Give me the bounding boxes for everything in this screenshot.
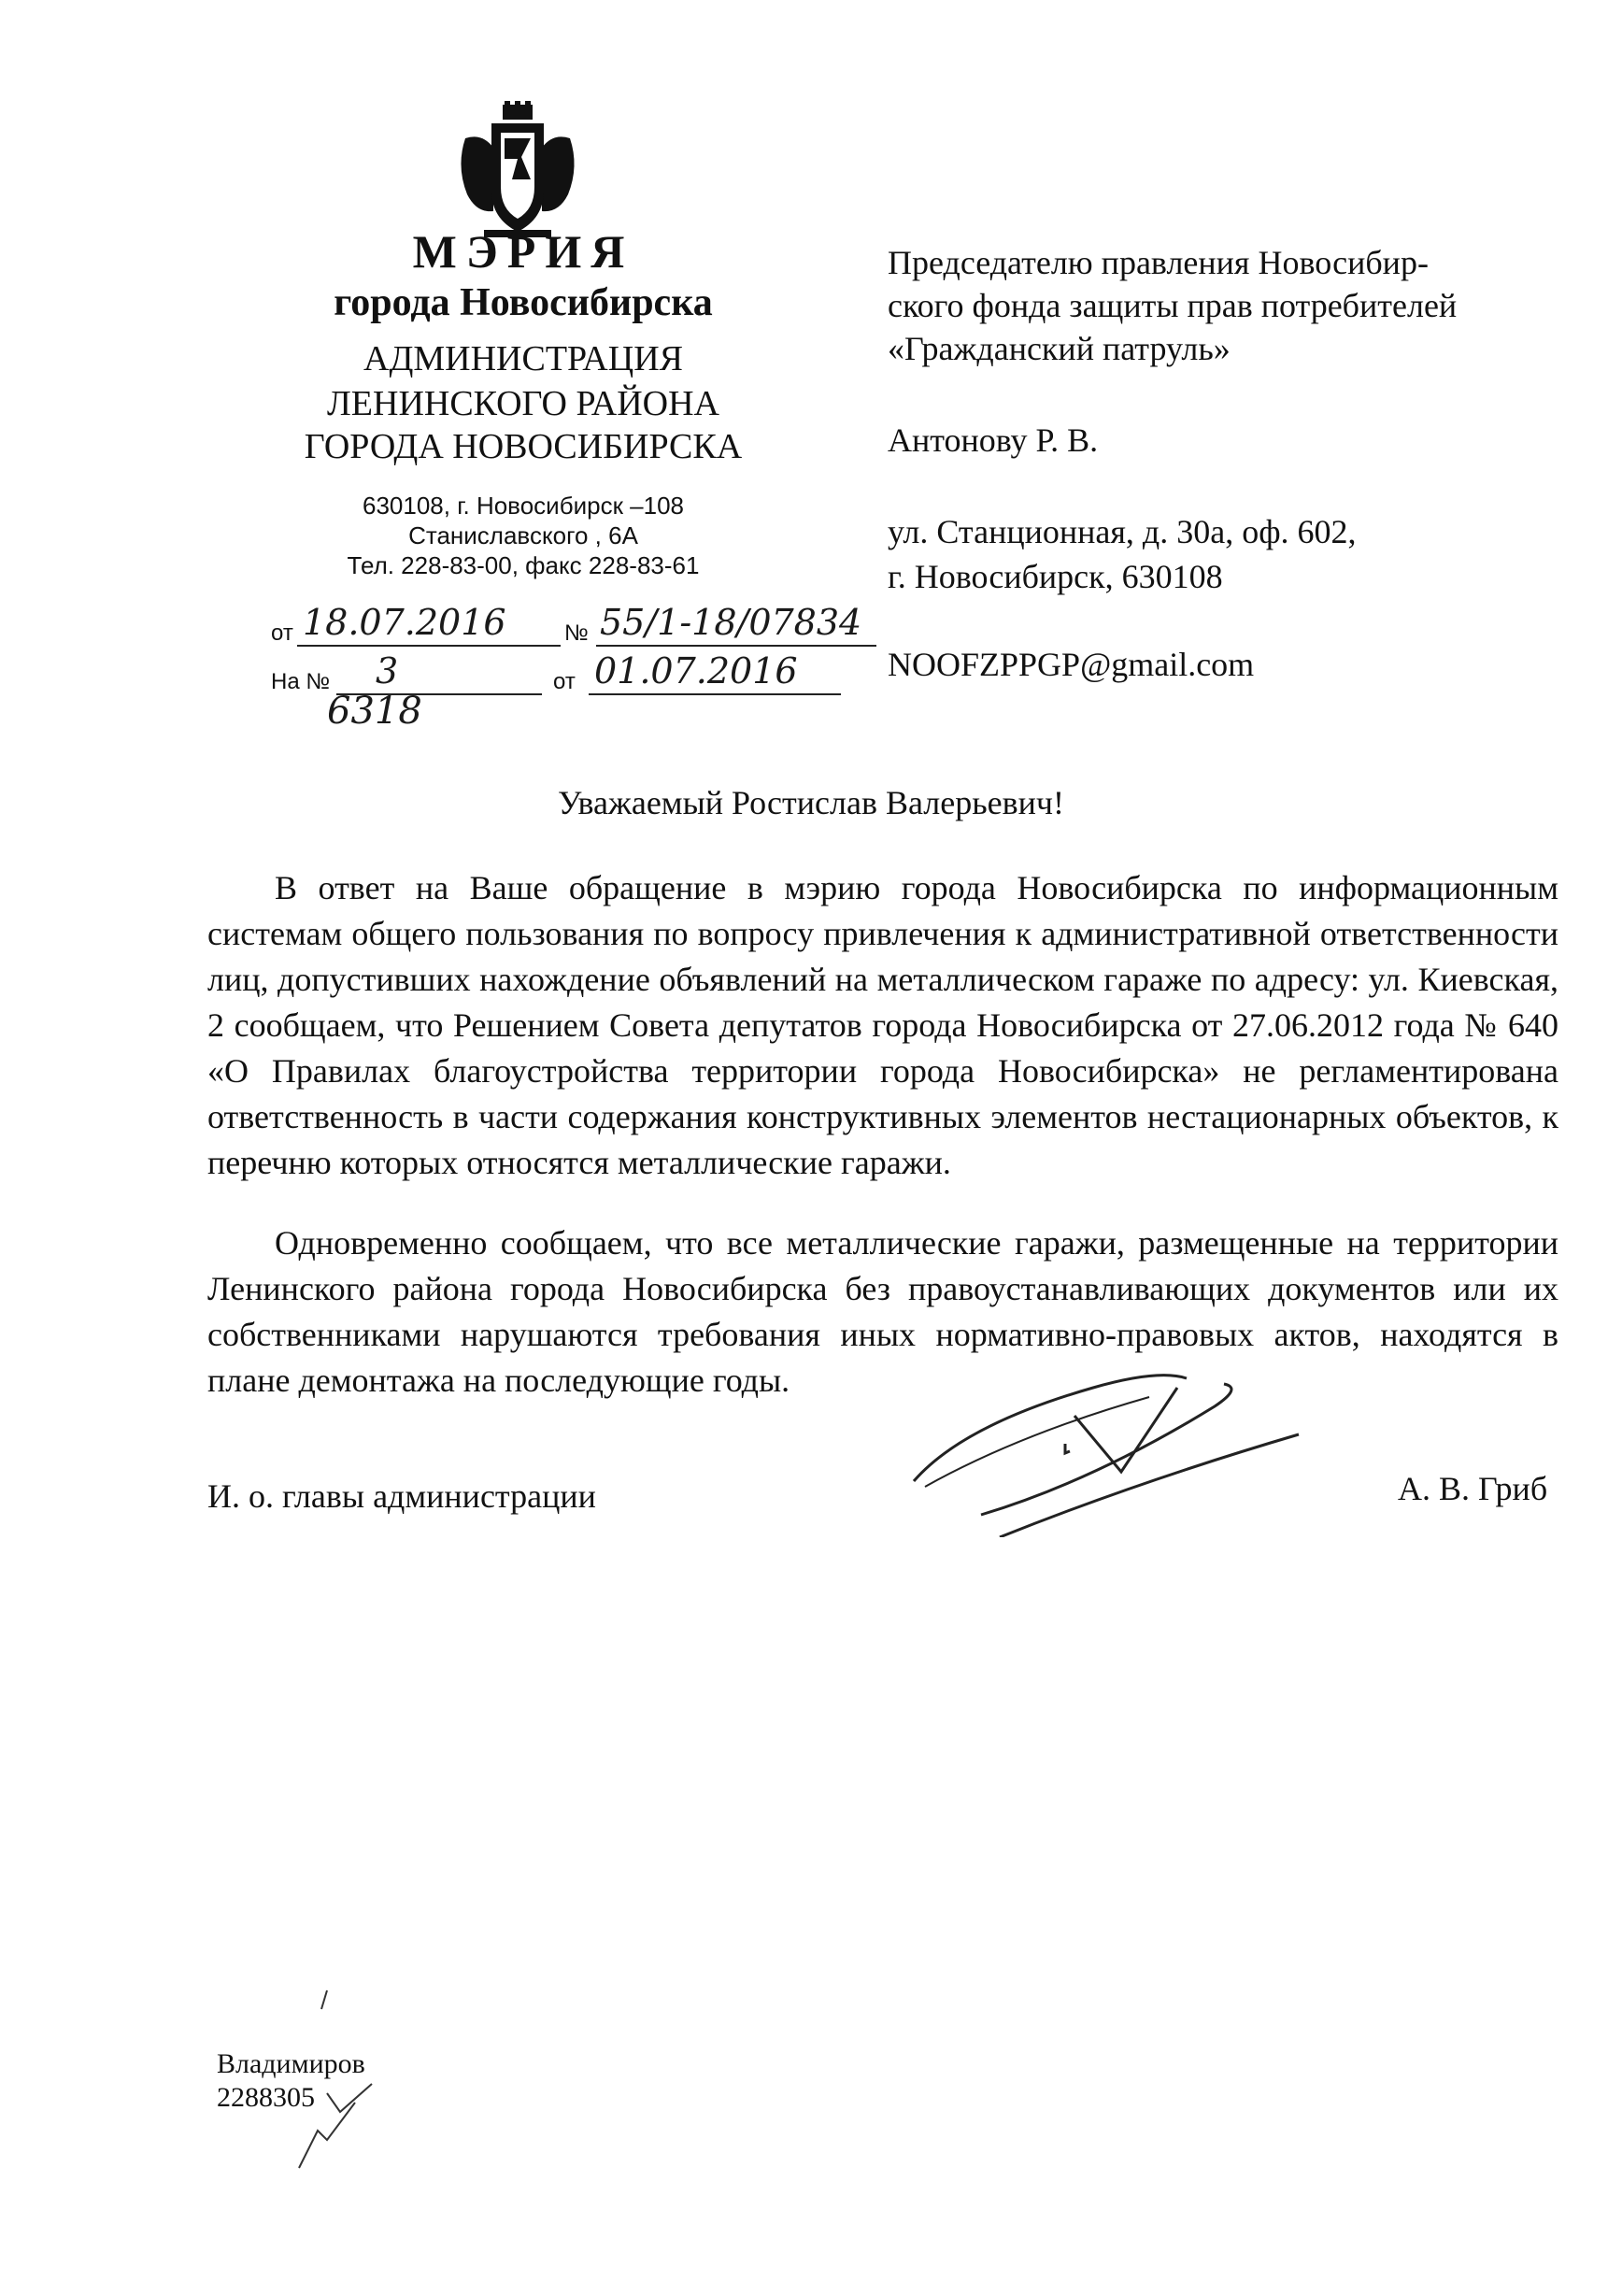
recipient-email: NOOFZPPGP@gmail.com [888,646,1255,683]
signatory-title: И. о. главы администрации [207,1477,596,1515]
recipient-name: Антонову Р. В. [888,421,1099,459]
letterhead-phone: Тел. 228-83-00, факс 228-83-61 [347,551,700,579]
mayor-title: МЭРИЯ [412,225,634,278]
salutation: Уважаемый Ростислав Валерьевич! [558,784,1064,821]
letterhead-address-1: 630108, г. Новосибирск –108 [362,492,685,520]
executor-phone: 2288305 [217,2082,315,2113]
from-label: от [271,620,293,646]
recipient-line-2: ского фонда защиты прав потребителей [888,287,1458,324]
recipient-street: ул. Станционная, д. 30а, оф. 602, [888,513,1357,550]
coat-of-arms-icon [456,101,579,241]
letterhead-address-2: Станиславского , 6А [408,521,638,549]
signatory-name: А. В. Гриб [1398,1470,1548,1507]
recipient-line-3: «Гражданский патруль» [888,330,1231,367]
handwritten-signature-icon [906,1350,1392,1537]
reply-date: 01.07.2016 [594,650,798,692]
handwritten-mark-icon [271,1981,383,2187]
recipient-city: г. Новосибирск, 630108 [888,558,1223,595]
number-label: № [564,620,589,646]
outgoing-date: 18.07.2016 [303,602,506,643]
reply-label: На № [271,669,331,694]
admin-line-2: ЛЕНИНСКОГО РАЙОНА [327,384,719,423]
date-underline [297,645,561,647]
outgoing-number: 55/1-18/07834 [600,602,862,643]
paragraph-1-text: В ответ на Ваше обращение в мэрию города Новосибирска по информационным системам общего пользования по вопросу привлечения к административной ответственности лиц, допустивших нахождение объявлений на металлическом гараже по адресу: ул. Киевская, 2 сообщаем, что Решением Совета депутатов города Новосибирска от 27.06.2012 года № 640 «О Правилах благоустройства территории города Новосибирска» не регламентирована ответственность в части содержания конструктивных элементов нестационарных объектов, к перечню которых относятся металлические гаражи. [207,869,1558,1181]
reply-number: 3 [376,650,399,692]
admin-line-1: АДМИНИСТРАЦИЯ [363,339,683,378]
mayor-city: города Новосибирска [334,281,713,324]
body-paragraph-1 [207,865,1558,1186]
reply-date-underline [589,693,841,695]
handwritten-registry-number: 6318 [327,690,422,733]
number-underline [596,645,876,647]
recipient-line-1: Председателю правления Новосибир- [888,244,1429,281]
executor-name: Владимиров [217,2048,365,2079]
reply-from-label: от [553,669,576,694]
paragraph-2-text: Одновременно сообщаем, что все металлические гаражи, размещенные на территории Ленинского района города Новосибирска без правоустанавливающих документов или их собственниками нарушаются требования иных нормативно-правовых актов, находятся в плане демонтажа на последующие годы. [207,1224,1558,1399]
admin-line-3: ГОРОДА НОВОСИБИРСКА [304,427,743,466]
outgoing-reference [271,602,888,650]
